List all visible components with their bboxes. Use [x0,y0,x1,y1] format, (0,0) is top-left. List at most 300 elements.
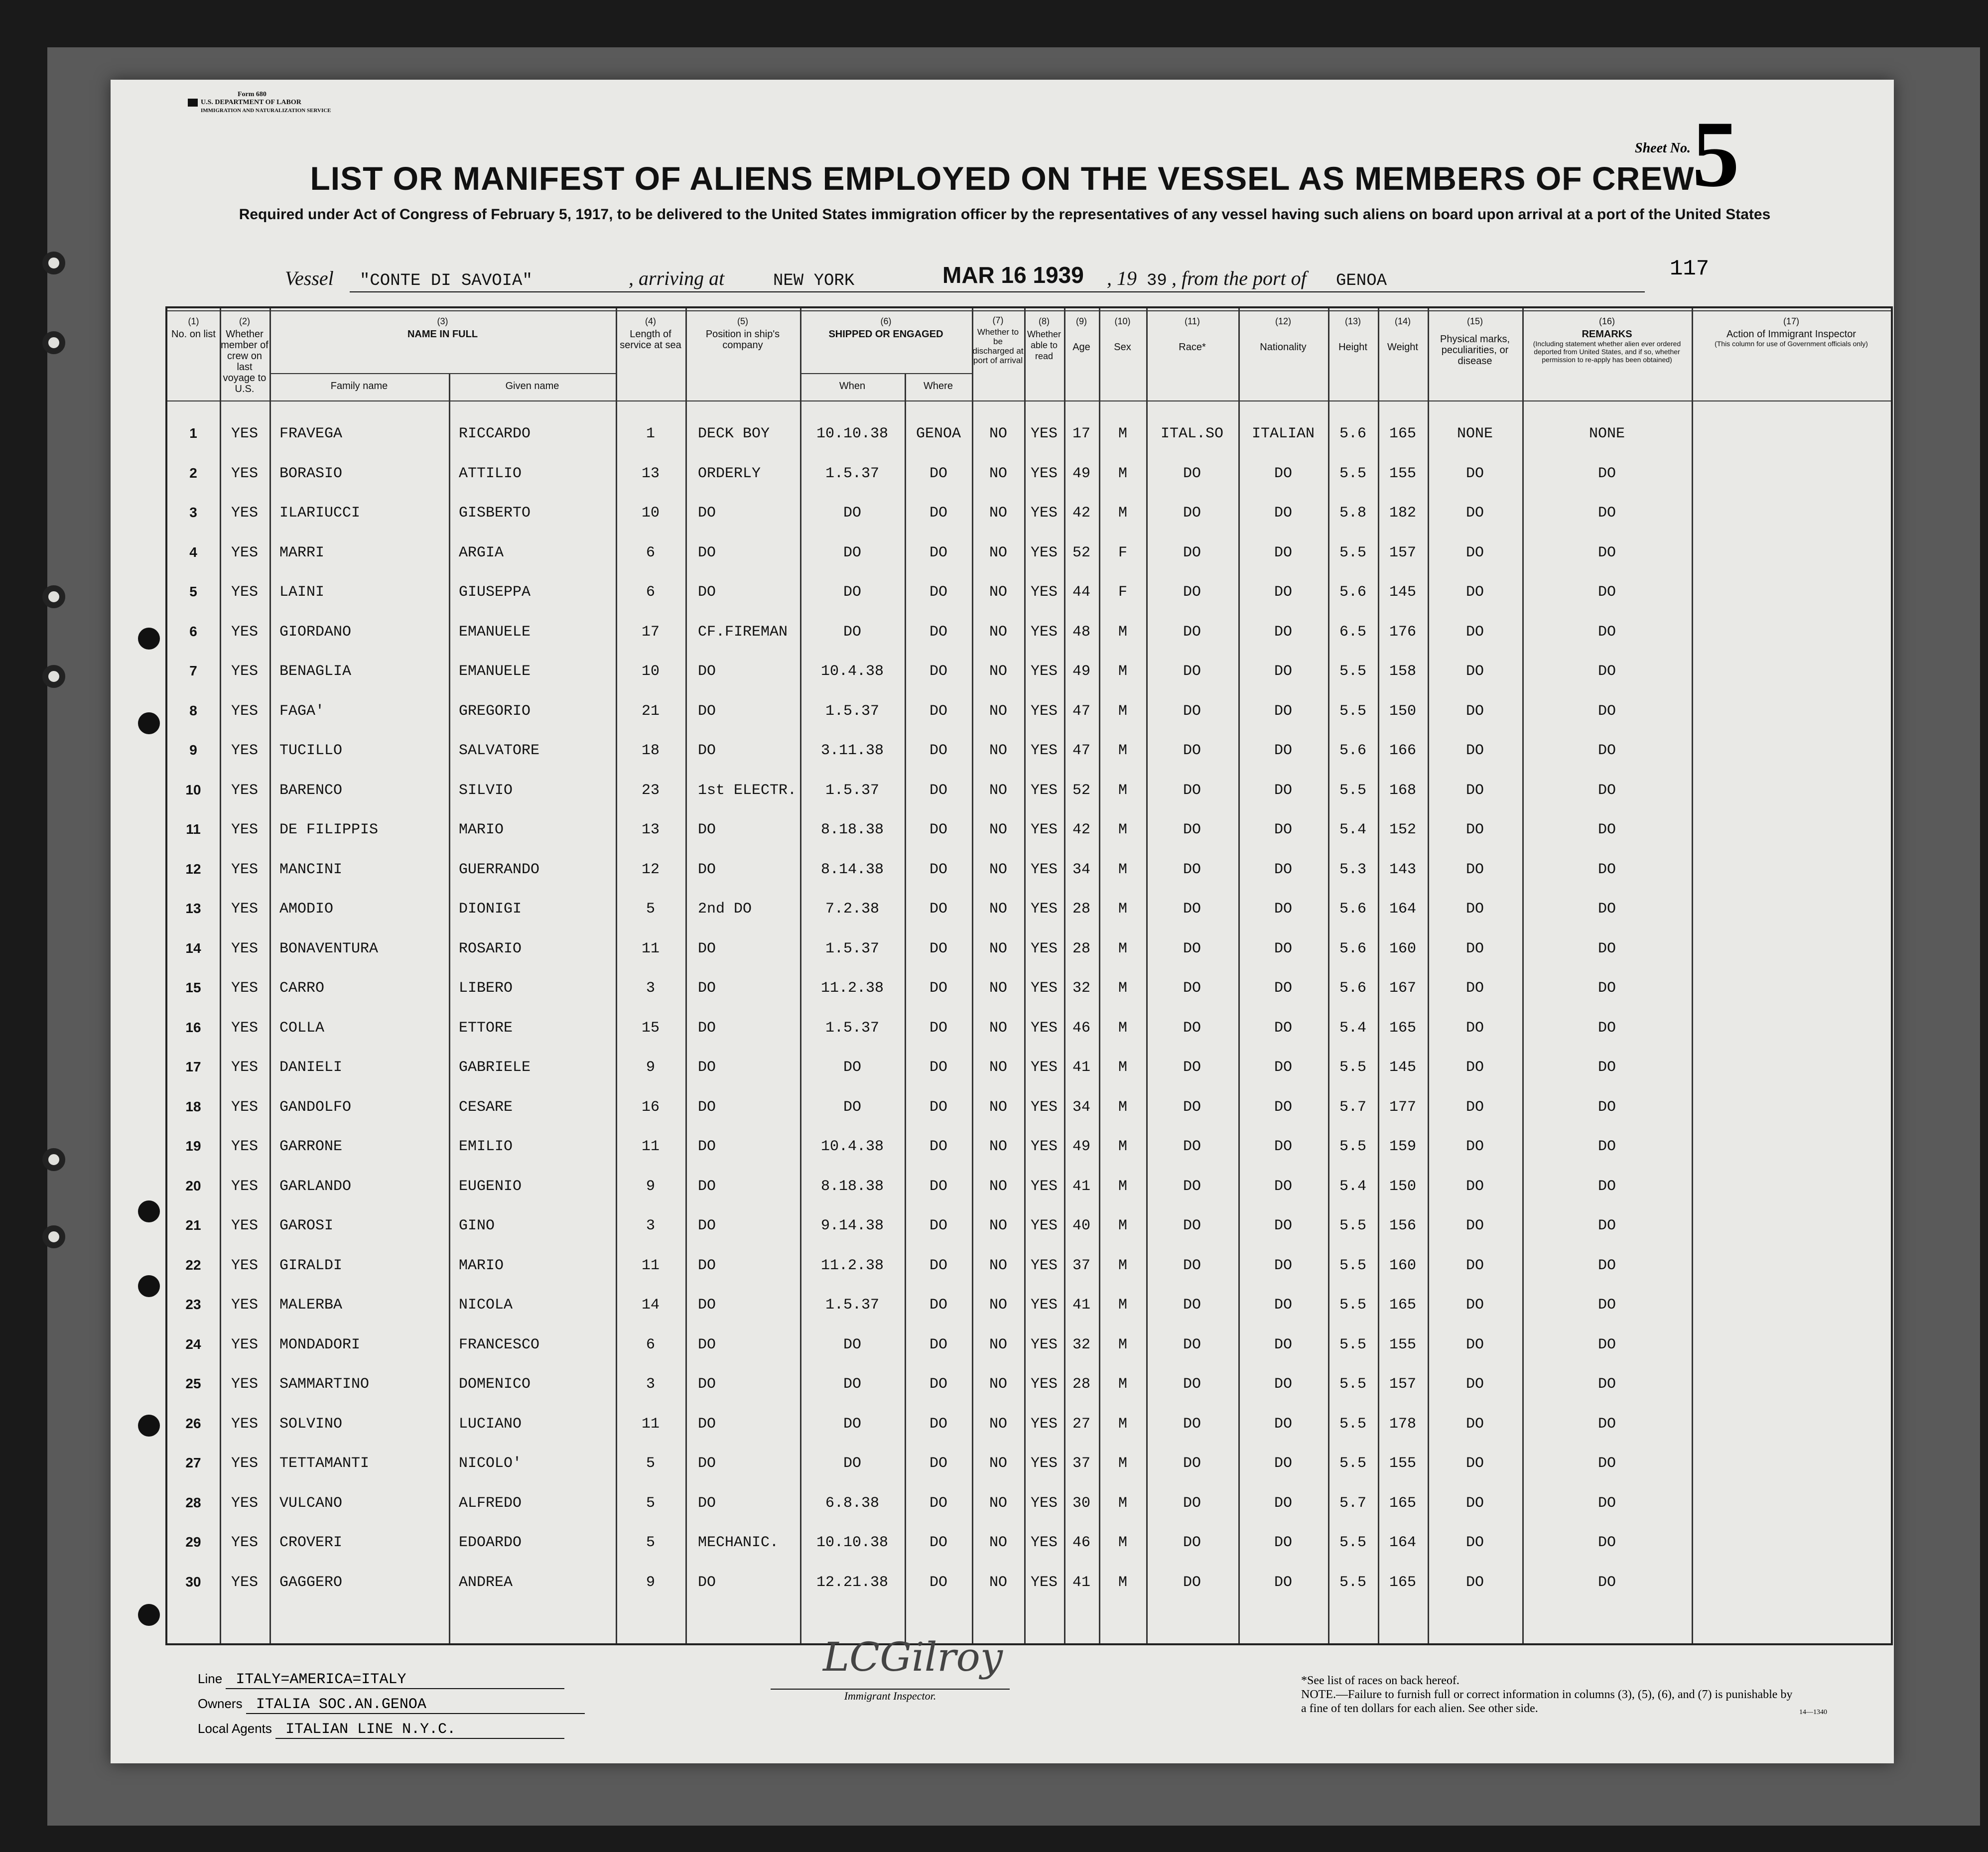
discharged-cell: NO [989,1574,1008,1591]
age-cell: 52 [1072,782,1091,799]
family-name-cell: CARRO [279,980,325,997]
physical-marks-cell: DO [1465,1257,1484,1274]
header-col-16: (16) REMARKS (Including statement whether alien ever ordered deported from United States, and if so, whether permission to re-apply has been obtained) [1533,316,1681,364]
shipped-when-cell: 9.14.38 [820,1217,884,1234]
able-to-read-cell: YES [1030,1534,1058,1551]
shipped-where-cell: DO [929,1257,948,1274]
race-cell: DO [1183,980,1201,997]
sex-cell: M [1118,1415,1128,1433]
physical-marks-cell: DO [1465,1178,1484,1195]
arriving-port: NEW YORK [773,271,855,290]
weight-cell: 160 [1389,940,1417,957]
physical-marks-cell: DO [1465,821,1484,838]
sex-cell: M [1118,1098,1128,1116]
service-length-cell: 17 [641,623,660,641]
position-cell: DO [698,940,716,957]
race-cell: DO [1183,1415,1201,1433]
weight-cell: 155 [1389,465,1417,482]
discharged-cell: NO [989,505,1008,522]
service-length-cell: 21 [641,702,660,720]
position-cell: ORDERLY [698,465,761,482]
service-length-cell: 6 [646,1336,656,1353]
shipped-when-cell: DO [843,623,862,641]
sex-cell: M [1118,940,1128,957]
race-cell: DO [1183,1019,1201,1037]
service-length-cell: 16 [641,1098,660,1116]
service-length-cell: 3 [646,1217,656,1234]
shipped-when-cell: 1.5.37 [825,1297,880,1314]
row-number: 25 [185,1376,201,1391]
col-divider [1522,308,1524,1643]
position-cell: DO [698,1494,716,1512]
discharged-cell: NO [989,1138,1008,1155]
line-field: Line ITALY=AMERICA=ITALY [198,1671,564,1689]
service-length-cell: 10 [641,663,660,680]
able-to-read-cell: YES [1030,505,1058,522]
last-voyage-cell: YES [231,1217,259,1234]
last-voyage-cell: YES [231,1376,259,1393]
family-name-cell: GARRONE [279,1138,343,1155]
punch-hole [138,1604,160,1626]
row-number: 11 [186,821,201,837]
weight-cell: 167 [1389,980,1417,997]
row-number: 15 [185,980,201,995]
sex-cell: M [1118,861,1128,878]
weight-cell: 168 [1389,782,1417,799]
age-cell: 49 [1072,663,1091,680]
service-length-cell: 9 [646,1574,656,1591]
height-cell: 5.8 [1339,505,1367,522]
discharged-cell: NO [989,1217,1008,1234]
nationality-cell: DO [1274,980,1293,997]
position-cell: DO [698,1297,716,1314]
discharged-cell: NO [989,1297,1008,1314]
col-divider [1238,308,1240,1643]
given-name-cell: SALVATORE [459,742,540,759]
family-name-cell: BENAGLIA [279,663,352,680]
last-voyage-cell: YES [231,663,259,680]
family-name-cell: TETTAMANTI [279,1455,370,1472]
position-cell: DO [698,1178,716,1195]
row-number: 19 [185,1138,201,1154]
shipped-when-cell: DO [843,1098,862,1116]
last-voyage-cell: YES [231,1297,259,1314]
shipped-when-cell: DO [843,1059,862,1076]
remarks-cell: DO [1597,1297,1616,1314]
row-number: 28 [185,1494,201,1510]
family-name-cell: MANCINI [279,861,343,878]
race-cell: DO [1183,663,1201,680]
discharged-cell: NO [989,821,1008,838]
remarks-cell: DO [1597,1376,1616,1393]
service-length-cell: 13 [641,465,660,482]
sex-cell: M [1118,702,1128,720]
owners-field: Owners ITALIA SOC.AN.GENOA [198,1696,585,1714]
position-cell: DO [698,1019,716,1037]
position-cell: 1st ELECTR. [698,782,797,799]
remarks-cell: DO [1597,1336,1616,1353]
vessel-underline [350,291,1645,292]
remarks-cell: DO [1597,821,1616,838]
race-cell: DO [1183,623,1201,641]
form-stamp-block [188,99,198,107]
given-name-cell: EMANUELE [459,663,531,680]
height-cell: 6.5 [1339,623,1367,641]
col-divider [1692,308,1693,1643]
age-cell: 41 [1072,1297,1091,1314]
service-length-cell: 11 [641,1415,660,1433]
remarks-cell: NONE [1589,425,1625,442]
age-cell: 41 [1072,1574,1091,1591]
discharged-cell: NO [989,702,1008,720]
physical-marks-cell: DO [1465,742,1484,759]
family-name-cell: VULCANO [279,1494,343,1512]
fine-note: NOTE.—Failure to furnish full or correct information in columns (3), (5), (6), and (7) is punishable by a fine of ten dollars for each alien. See other side. [1301,1688,1793,1715]
nationality-cell: DO [1274,1534,1293,1551]
physical-marks-cell: DO [1465,1415,1484,1433]
family-name-cell: BORASIO [279,465,343,482]
remarks-cell: DO [1597,1415,1616,1433]
remarks-cell: DO [1597,782,1616,799]
weight-cell: 156 [1389,1217,1417,1234]
weight-cell: 160 [1389,1257,1417,1274]
nationality-cell: DO [1274,901,1293,918]
height-cell: 5.6 [1339,742,1367,759]
weight-cell: 150 [1389,702,1417,720]
nationality-cell: DO [1274,1336,1293,1353]
height-cell: 5.6 [1339,425,1367,442]
remarks-cell: DO [1597,663,1616,680]
nationality-cell: DO [1274,1415,1293,1433]
arriving-label: , arriving at [629,267,725,289]
able-to-read-cell: YES [1030,821,1058,838]
discharged-cell: NO [989,1019,1008,1037]
physical-marks-cell: DO [1465,1336,1484,1353]
weight-cell: 165 [1389,425,1417,442]
position-cell: DO [698,821,716,838]
race-cell: DO [1183,1455,1201,1472]
race-cell: DO [1183,742,1201,759]
weight-cell: 152 [1389,821,1417,838]
remarks-cell: DO [1597,901,1616,918]
position-cell: DO [698,702,716,720]
race-cell: DO [1183,544,1201,561]
weight-cell: 165 [1389,1297,1417,1314]
position-cell: DO [698,1217,716,1234]
able-to-read-cell: YES [1030,980,1058,997]
weight-cell: 157 [1389,544,1417,561]
last-voyage-cell: YES [231,1574,259,1591]
given-name-cell: MARIO [459,821,504,838]
given-name-cell: GINO [459,1217,495,1234]
discharged-cell: NO [989,940,1008,957]
discharged-cell: NO [989,623,1008,641]
weight-cell: 145 [1389,584,1417,601]
age-cell: 34 [1072,861,1091,878]
position-cell: DO [698,584,716,601]
family-name-cell: DE FILIPPIS [279,821,379,838]
weight-cell: 166 [1389,742,1417,759]
last-voyage-cell: YES [231,1336,259,1353]
nationality-cell: DO [1274,1019,1293,1037]
shipped-where-cell: DO [929,1098,948,1116]
shipped-where-cell: DO [929,584,948,601]
shipped-subrule [800,373,972,374]
discharged-cell: NO [989,742,1008,759]
row-number: 18 [185,1098,201,1114]
nationality-cell: DO [1274,1574,1293,1591]
age-cell: 34 [1072,1098,1091,1116]
given-name-cell: SILVIO [459,782,513,799]
race-cell: DO [1183,1336,1201,1353]
family-name-cell: SAMMARTINO [279,1376,370,1393]
sex-cell: M [1118,1455,1128,1472]
shipped-where-cell: DO [929,1376,948,1393]
family-name-cell: BONAVENTURA [279,940,379,957]
given-name-cell: GISBERTO [459,505,531,522]
remarks-cell: DO [1597,1059,1616,1076]
races-note: *See list of races on back hereof. [1301,1674,1459,1687]
sex-cell: M [1118,821,1128,838]
height-cell: 5.4 [1339,821,1367,838]
position-cell: DO [698,663,716,680]
name-subrule [269,373,616,374]
col-divider [1428,308,1429,1643]
col-divider [905,373,906,1643]
discharged-cell: NO [989,1257,1008,1274]
physical-marks-cell: DO [1465,940,1484,957]
header-col-4: (4) Length of service at sea [620,316,681,351]
row-number: 16 [185,1019,201,1035]
given-name-cell: NICOLA [459,1297,513,1314]
family-name-cell: COLLA [279,1019,325,1037]
service-length-cell: 13 [641,821,660,838]
height-cell: 5.5 [1339,1257,1367,1274]
shipped-when-cell: DO [843,544,862,561]
race-cell: DO [1183,1178,1201,1195]
physical-marks-cell: DO [1465,1574,1484,1591]
position-cell: 2nd DO [698,901,752,918]
weight-cell: 155 [1389,1336,1417,1353]
col-divider [269,308,271,1643]
weight-cell: 165 [1389,1494,1417,1512]
row-number: 14 [185,940,201,956]
weight-cell: 164 [1389,901,1417,918]
nationality-cell: DO [1274,1376,1293,1393]
nationality-cell: DO [1274,465,1293,482]
height-cell: 5.5 [1339,1376,1367,1393]
service-length-cell: 5 [646,1494,656,1512]
nationality-cell: DO [1274,663,1293,680]
height-cell: 5.5 [1339,1138,1367,1155]
remarks-cell: DO [1597,623,1616,641]
height-cell: 5.5 [1339,1455,1367,1472]
age-cell: 40 [1072,1217,1091,1234]
family-name-cell: CROVERI [279,1534,343,1551]
remarks-cell: DO [1597,505,1616,522]
shipped-where-cell: DO [929,1534,948,1551]
sex-cell: M [1118,1376,1128,1393]
punch-hole [42,1225,65,1248]
last-voyage-cell: YES [231,940,259,957]
physical-marks-cell: DO [1465,623,1484,641]
physical-marks-cell: DO [1465,901,1484,918]
race-cell: DO [1183,465,1201,482]
dept-line-1: U.S. DEPARTMENT OF LABOR [201,99,301,107]
nationality-cell: DO [1274,584,1293,601]
row-number: 4 [189,544,197,560]
col-divider [616,308,617,1643]
last-voyage-cell: YES [231,901,259,918]
punch-hole [42,665,65,688]
shipped-where-cell: DO [929,901,948,918]
col-divider [1099,308,1100,1643]
from-port: GENOA [1336,271,1387,290]
discharged-cell: NO [989,544,1008,561]
family-name-cell: BARENCO [279,782,343,799]
nationality-cell: DO [1274,544,1293,561]
service-length-cell: 3 [646,1376,656,1393]
position-cell: DO [698,1257,716,1274]
shipped-when-cell: 11.2.38 [820,1257,884,1274]
family-name-cell: TUCILLO [279,742,343,759]
able-to-read-cell: YES [1030,1376,1058,1393]
col-divider [220,308,221,1643]
weight-cell: 158 [1389,663,1417,680]
shipped-when-cell: 11.2.38 [820,980,884,997]
given-name-cell: MARIO [459,1257,504,1274]
weight-cell: 143 [1389,861,1417,878]
nationality-cell: DO [1274,1455,1293,1472]
page-title: LIST OR MANIFEST OF ALIENS EMPLOYED ON THE VESSEL AS MEMBERS OF CREW [310,160,1695,197]
last-voyage-cell: YES [231,584,259,601]
race-cell: DO [1183,1494,1201,1512]
col-divider [1146,308,1148,1643]
race-cell: DO [1183,1059,1201,1076]
shipped-where-cell: DO [929,1494,948,1512]
shipped-when-cell: DO [843,505,862,522]
row-number: 2 [189,465,197,481]
shipped-when-cell: 1.5.37 [825,1019,880,1037]
sex-cell: M [1118,742,1128,759]
family-name-cell: AMODIO [279,901,334,918]
height-cell: 5.6 [1339,584,1367,601]
physical-marks-cell: NONE [1457,425,1493,442]
shipped-where-cell: DO [929,861,948,878]
race-cell: DO [1183,821,1201,838]
weight-cell: 182 [1389,505,1417,522]
age-cell: 30 [1072,1494,1091,1512]
crew-table [165,306,1893,1645]
given-name-cell: EMANUELE [459,623,531,641]
last-voyage-cell: YES [231,425,259,442]
shipped-where-cell: DO [929,663,948,680]
row-number: 9 [189,742,197,758]
service-length-cell: 10 [641,505,660,522]
height-cell: 5.5 [1339,782,1367,799]
given-name-cell: GREGORIO [459,702,531,720]
able-to-read-cell: YES [1030,1257,1058,1274]
physical-marks-cell: DO [1465,663,1484,680]
physical-marks-cell: DO [1465,1217,1484,1234]
shipped-when-cell: 12.21.38 [816,1574,889,1591]
shipped-where-cell: DO [929,1297,948,1314]
row-number: 26 [185,1415,201,1431]
nationality-cell: DO [1274,1494,1293,1512]
remarks-cell: DO [1597,1098,1616,1116]
race-cell: DO [1183,1257,1201,1274]
header-bottom-rule [167,400,1891,401]
given-name-cell: RICCARDO [459,425,531,442]
able-to-read-cell: YES [1030,1574,1058,1591]
remarks-cell: DO [1597,1494,1616,1512]
given-name-cell: CESARE [459,1098,513,1116]
last-voyage-cell: YES [231,1098,259,1116]
header-col-6: (6) SHIPPED OR ENGAGED [828,316,943,340]
discharged-cell: NO [989,1336,1008,1353]
shipped-when-cell: 10.4.38 [820,663,884,680]
remarks-cell: DO [1597,544,1616,561]
last-voyage-cell: YES [231,821,259,838]
age-cell: 28 [1072,1376,1091,1393]
family-name-cell: GANDOLFO [279,1098,352,1116]
height-cell: 5.4 [1339,1019,1367,1037]
able-to-read-cell: YES [1030,1217,1058,1234]
sex-cell: F [1118,584,1128,601]
nationality-cell: DO [1274,1138,1293,1155]
discharged-cell: NO [989,1059,1008,1076]
discharged-cell: NO [989,1534,1008,1551]
shipped-where-cell: DO [929,623,948,641]
header-col-11: (11) Race* [1179,316,1206,353]
age-cell: 32 [1072,980,1091,997]
physical-marks-cell: DO [1465,1494,1484,1512]
height-cell: 5.5 [1339,1336,1367,1353]
nationality-cell: DO [1274,1059,1293,1076]
discharged-cell: NO [989,663,1008,680]
position-cell: DO [698,1059,716,1076]
weight-cell: 165 [1389,1019,1417,1037]
age-cell: 37 [1072,1257,1091,1274]
nationality-cell: DO [1274,782,1293,799]
col-divider [449,373,450,1643]
family-name-cell: GIRALDI [279,1257,343,1274]
last-voyage-cell: YES [231,465,259,482]
remarks-cell: DO [1597,1178,1616,1195]
sex-cell: M [1118,1019,1128,1037]
nationality-cell: DO [1274,742,1293,759]
manifest-sheet [111,80,1894,1763]
punch-hole [42,252,65,274]
given-name-cell: GABRIELE [459,1059,531,1076]
weight-cell: 155 [1389,1455,1417,1472]
nationality-cell: DO [1274,702,1293,720]
sex-cell: M [1118,1534,1128,1551]
row-number: 13 [185,901,201,916]
shipped-where-cell: DO [929,821,948,838]
remarks-cell: DO [1597,1019,1616,1037]
last-voyage-cell: YES [231,702,259,720]
shipped-where-cell: DO [929,1059,948,1076]
shipped-when-cell: 8.18.38 [820,1178,884,1195]
age-cell: 47 [1072,702,1091,720]
header-family-name: Family name [330,381,388,392]
shipped-where-cell: DO [929,782,948,799]
weight-cell: 157 [1389,1376,1417,1393]
inspector-label: Immigrant Inspector. [771,1689,1010,1703]
service-length-cell: 9 [646,1178,656,1195]
header-col-7: (7) Whether to be discharged at port of arrival [972,315,1024,365]
